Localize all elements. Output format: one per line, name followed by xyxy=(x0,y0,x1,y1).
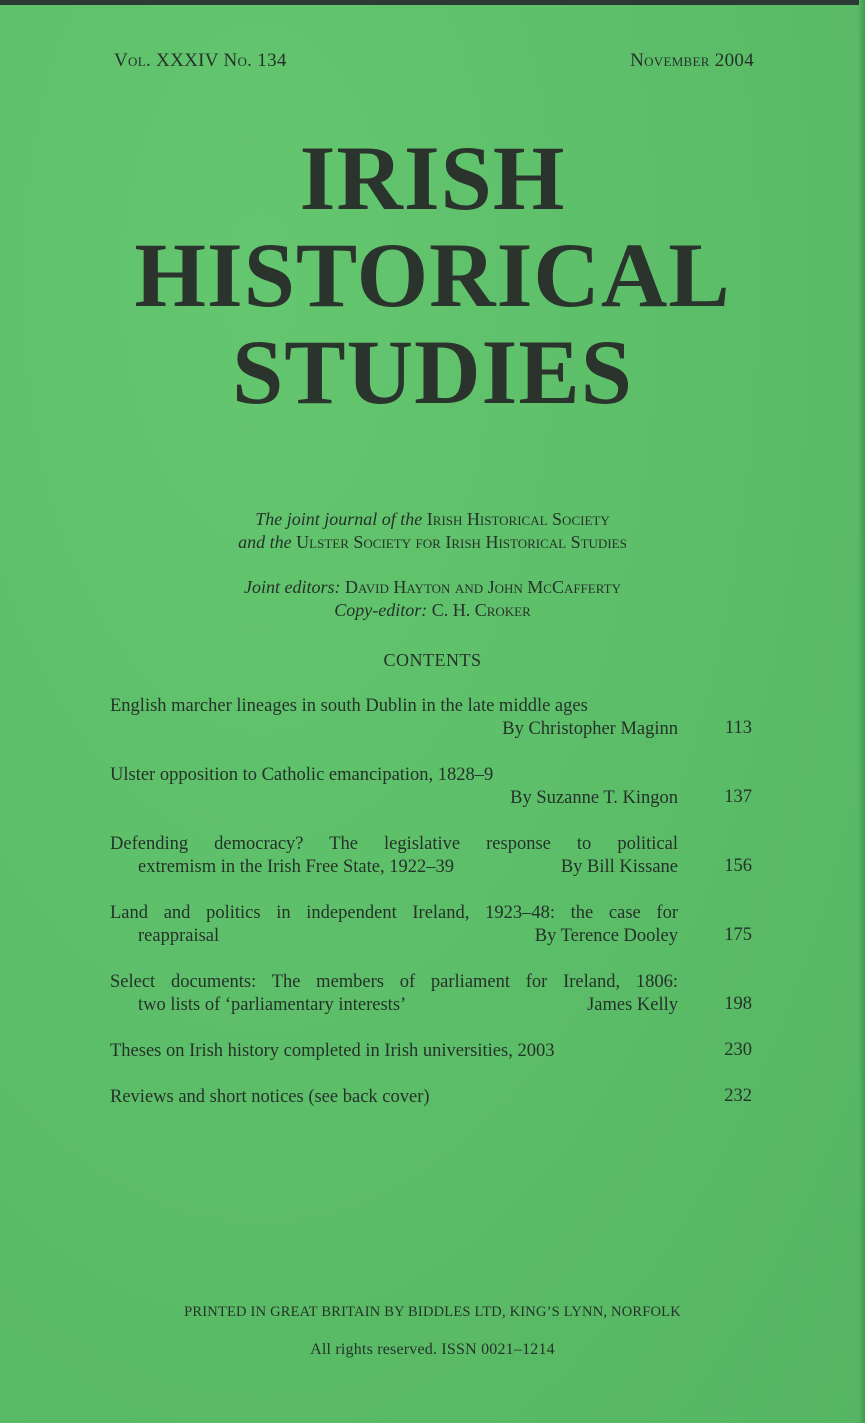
contents-entry xyxy=(110,833,678,879)
subtitle-line2-italic: and the xyxy=(238,532,297,552)
entry-page: 156 xyxy=(724,856,752,876)
entry-author: By Suzanne T. Kingon xyxy=(510,788,678,808)
entry-title-continued: reappraisal xyxy=(138,926,220,946)
copy-editor-label: Copy-editor: xyxy=(334,600,432,620)
copy-editor xyxy=(0,599,865,621)
entry-continuation xyxy=(110,994,678,1017)
rights-issn: All rights reserved. ISSN 0021–1214 xyxy=(310,1341,555,1358)
contents-entry xyxy=(110,971,678,1017)
entry-title-continued: extremism in the Irish Free State, 1922–39 xyxy=(138,857,454,877)
entry-title: Ulster opposition to Catholic emancipation, 1828–9 xyxy=(110,765,494,785)
subtitle-line1 xyxy=(0,508,865,530)
entry-page: 230 xyxy=(724,1040,752,1060)
contents-entry xyxy=(110,902,678,948)
journal-title-line1: IRISH xyxy=(299,127,566,229)
entry-page: 137 xyxy=(724,787,752,807)
entry-author: By Bill Kissane xyxy=(560,857,678,877)
subtitle-line2 xyxy=(0,531,865,553)
entry-author: James Kelly xyxy=(587,995,678,1015)
issue-date: November 2004 xyxy=(630,50,754,71)
entry-title: Reviews and short notices (see back cover) xyxy=(110,1087,430,1107)
entry-title: Land and politics in independent Ireland, 1923–48: the case for xyxy=(110,903,678,923)
entry-continuation xyxy=(110,925,678,948)
entry-page: 198 xyxy=(724,994,752,1014)
subtitle-line2-society: Ulster Society for Irish Historical Studies xyxy=(296,532,627,552)
contents-entry xyxy=(110,1040,678,1063)
entry-title: Defending democracy? The legislative response to political xyxy=(110,834,678,854)
subtitle-line1-society: Irish Historical Society xyxy=(426,509,610,529)
joint-editors-label: Joint editors: xyxy=(244,577,346,597)
entry-title: English marcher lineages in south Dublin in the late middle ages xyxy=(110,696,588,716)
entry-continuation xyxy=(110,856,678,879)
copy-editor-name: C. H. Croker xyxy=(431,600,531,620)
subtitle-line1-italic: The joint journal of the xyxy=(255,509,427,529)
entry-title: Theses on Irish history completed in Irish universities, 2003 xyxy=(110,1041,555,1061)
joint-editors xyxy=(0,576,865,598)
contents-heading: CONTENTS xyxy=(383,650,482,670)
contents-entry xyxy=(110,695,678,741)
entry-title-continued: two lists of ‘parliamentary interests’ xyxy=(138,995,407,1015)
contents-entry xyxy=(110,764,678,810)
journal-title-line2: HISTORICAL xyxy=(134,224,731,326)
volume-number: Vol. XXXIV No. 134 xyxy=(114,50,287,71)
contents-entry xyxy=(110,1086,678,1109)
entry-page: 175 xyxy=(724,925,752,945)
printer-imprint: PRINTED IN GREAT BRITAIN BY BIDDLES LTD, KING’S LYNN, NORFOLK xyxy=(184,1304,681,1320)
entry-author: By Terence Dooley xyxy=(534,926,678,946)
joint-editors-names: David Hayton and John McCafferty xyxy=(345,577,621,597)
entry-title: Select documents: The members of parliament for Ireland, 1806: xyxy=(110,972,678,992)
entry-author: By Christopher Maginn xyxy=(502,719,678,739)
journal-title-line3: STUDIES xyxy=(232,321,633,423)
cover-top-edge xyxy=(0,0,865,5)
entry-page: 113 xyxy=(724,718,752,738)
entry-page: 232 xyxy=(724,1086,752,1106)
